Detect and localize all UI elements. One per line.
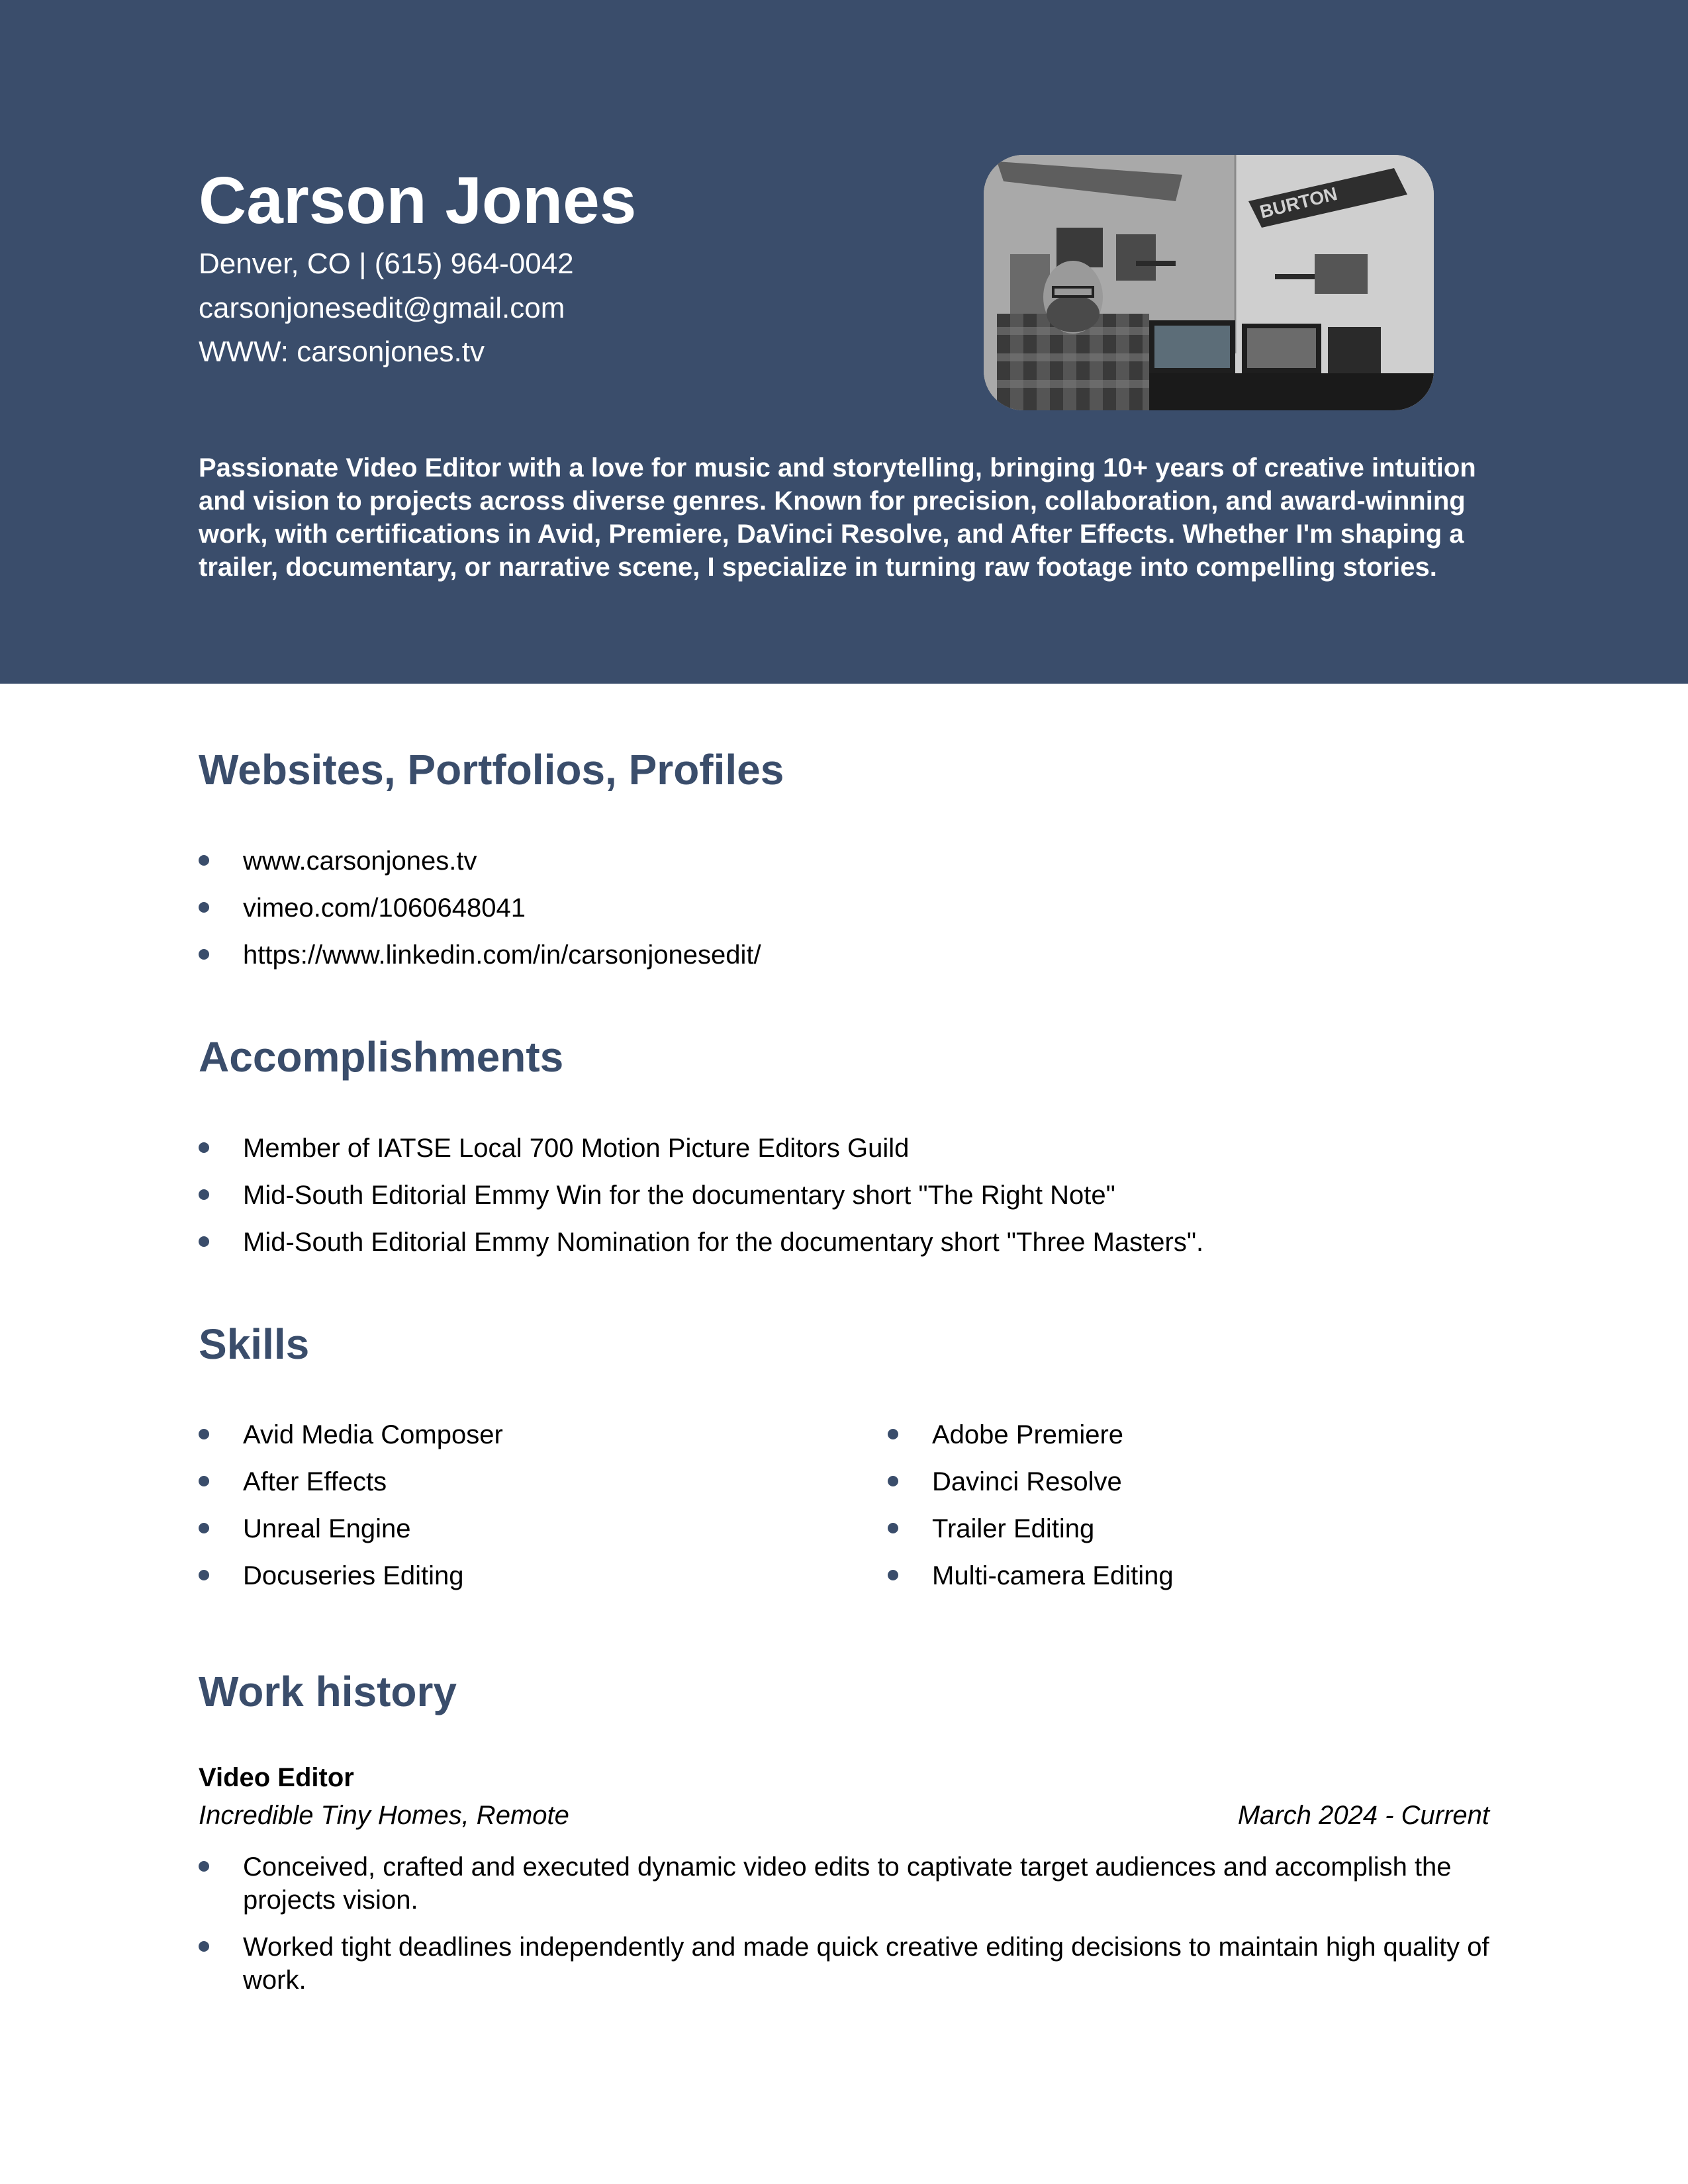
bullet-icon bbox=[888, 1523, 898, 1533]
skill-item: Adobe Premiere bbox=[888, 1418, 1483, 1451]
bullet-icon bbox=[199, 902, 209, 913]
skill-item: Trailer Editing bbox=[888, 1512, 1483, 1545]
bullet-icon bbox=[888, 1476, 898, 1486]
bullet-icon bbox=[199, 949, 209, 960]
bullet-icon bbox=[199, 1429, 209, 1439]
bullet-icon bbox=[199, 1236, 209, 1247]
bullet-icon bbox=[199, 1189, 209, 1200]
accomplishment-item: Mid-South Editorial Emmy Win for the documentary short "The Right Note" bbox=[199, 1179, 1496, 1212]
skill-item: Multi-camera Editing bbox=[888, 1559, 1483, 1592]
work-history-section-title: Work history bbox=[199, 1668, 457, 1715]
job-dates: March 2024 - Current bbox=[1237, 1801, 1489, 1830]
accomplishment-item: Member of IATSE Local 700 Motion Picture Editors Guild bbox=[199, 1132, 1496, 1165]
website-link[interactable]: vimeo.com/1060648041 bbox=[199, 891, 1496, 925]
bullet-icon bbox=[199, 1941, 209, 1952]
profile-photo bbox=[984, 155, 1434, 410]
skill-item: Avid Media Composer bbox=[199, 1418, 847, 1451]
job-bullet-item: Worked tight deadlines independently and made quick creative editing decisions to maintain high quality of work. bbox=[199, 1931, 1496, 1997]
websites-list bbox=[199, 844, 1496, 985]
accomplishments-section-title: Accomplishments bbox=[199, 1033, 564, 1081]
bullet-icon bbox=[199, 855, 209, 866]
website-link[interactable]: www.carsonjones.tv bbox=[199, 844, 1496, 878]
skill-item: After Effects bbox=[199, 1465, 847, 1498]
website-link[interactable]: https://www.linkedin.com/in/carsonjonesedit/ bbox=[199, 938, 1496, 972]
bullet-icon bbox=[199, 1142, 209, 1153]
job-bullets bbox=[199, 1850, 1496, 2011]
bullet-icon bbox=[888, 1570, 898, 1580]
email: carsonjonesedit@gmail.com bbox=[199, 292, 565, 324]
skill-item: Davinci Resolve bbox=[888, 1465, 1483, 1498]
skills-section-title: Skills bbox=[199, 1320, 310, 1368]
bullet-icon bbox=[199, 1570, 209, 1580]
candidate-name: Carson Jones bbox=[199, 163, 637, 238]
skills-list-left bbox=[199, 1418, 847, 1606]
location-phone: Denver, CO | (615) 964-0042 bbox=[199, 248, 574, 280]
job-bullet-item: Conceived, crafted and executed dynamic video edits to captivate target audiences and accomplish the projects vision. bbox=[199, 1850, 1496, 1917]
bullet-icon bbox=[199, 1861, 209, 1872]
job-title: Video Editor bbox=[199, 1763, 354, 1792]
skill-item: Unreal Engine bbox=[199, 1512, 847, 1545]
bullet-icon bbox=[199, 1523, 209, 1533]
accomplishment-item: Mid-South Editorial Emmy Nomination for the documentary short "Three Masters". bbox=[199, 1226, 1496, 1259]
bullet-icon bbox=[199, 1476, 209, 1486]
header-banner bbox=[0, 0, 1688, 684]
website: WWW: carsonjones.tv bbox=[199, 336, 485, 368]
skill-item: Docuseries Editing bbox=[199, 1559, 847, 1592]
photo-sign-text: BURTON bbox=[1257, 183, 1340, 222]
accomplishments-list bbox=[199, 1132, 1496, 1273]
bullet-icon bbox=[888, 1429, 898, 1439]
professional-summary: Passionate Video Editor with a love for music and storytelling, bringing 10+ years of creative intuition and vision to projects across diverse genres. Known for precision, collaboration, and award-winning work, with certifications in Avid, Premiere, DaVinci Resolve, and After Effects. Whether I'm shaping a trailer, documentary, or narrative scene, I specialize in turning raw footage into compelling stories. bbox=[199, 453, 1476, 582]
skills-list-right bbox=[888, 1418, 1483, 1606]
websites-section-title: Websites, Portfolios, Profiles bbox=[199, 746, 784, 794]
job-company: Incredible Tiny Homes, Remote bbox=[199, 1801, 569, 1830]
